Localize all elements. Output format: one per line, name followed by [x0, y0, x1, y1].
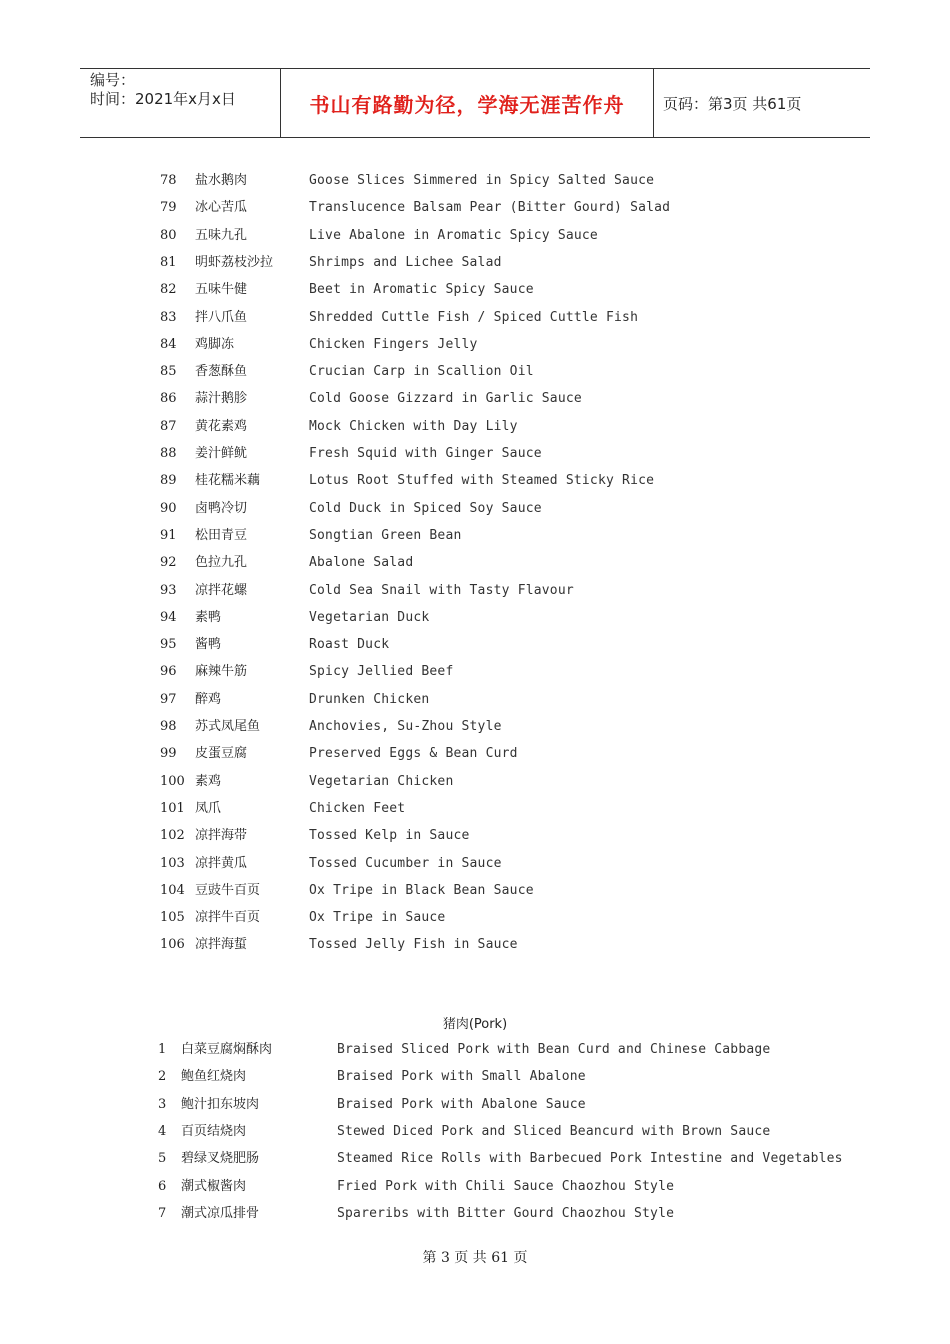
list-item	[158, 1149, 930, 1169]
item-chinese-name: 鲍汁扣东坡肉	[181, 1096, 260, 1112]
item-chinese-name: 桂花糯米藕	[195, 473, 261, 489]
item-number: 94	[160, 609, 177, 625]
item-chinese-name: 凉拌海蜇	[195, 937, 248, 953]
item-english-name: Spareribs with Bitter Gourd Chaozhou Style	[337, 1205, 675, 1221]
item-english-name: Anchovies, Su-Zhou Style	[309, 719, 502, 734]
list-item	[158, 1177, 930, 1197]
item-english-name: Chicken Feet	[309, 800, 406, 816]
list-item	[160, 417, 930, 437]
item-english-name: Braised Pork with Small Abalone	[337, 1069, 586, 1085]
item-number: 92	[160, 555, 177, 571]
item-number: 104	[160, 882, 185, 898]
list-item	[160, 908, 930, 928]
list-item	[160, 744, 930, 764]
item-english-name: Braised Sliced Pork with Bean Curd and Chinese Cabbage	[337, 1042, 771, 1057]
item-chinese-name: 鸡脚冻	[195, 336, 235, 352]
list-item	[160, 553, 930, 573]
item-chinese-name: 潮式凉瓜排骨	[181, 1205, 260, 1221]
item-chinese-name: 松田青豆	[195, 527, 248, 543]
item-number: 93	[160, 582, 177, 598]
item-english-name: Cold Sea Snail with Tasty Flavour	[309, 582, 574, 598]
item-english-name: Ox Tripe in Sauce	[309, 910, 446, 926]
number-label: 编号：	[90, 71, 136, 89]
item-number: 83	[160, 309, 177, 325]
list-item	[160, 635, 930, 655]
item-chinese-name: 香葱酥鱼	[195, 364, 248, 380]
item-number: 87	[160, 418, 177, 434]
item-chinese-name: 醉鸡	[195, 691, 222, 707]
item-english-name: Vegetarian Duck	[309, 609, 430, 625]
item-chinese-name: 五味九孔	[195, 227, 248, 243]
pork-section-title: 猪肉(Pork)	[442, 1017, 508, 1032]
item-number: 6	[158, 1178, 167, 1194]
item-number: 103	[160, 855, 185, 871]
item-english-name: Stewed Diced Pork and Sliced Beancurd with Brown Sauce	[337, 1123, 771, 1139]
item-number: 84	[160, 336, 177, 352]
item-number: 99	[160, 746, 177, 762]
list-item	[158, 1067, 930, 1087]
item-number: 1	[158, 1042, 167, 1057]
list-item	[160, 335, 930, 355]
list-item	[160, 690, 930, 710]
item-chinese-name: 麻辣牛筋	[195, 664, 248, 680]
item-chinese-name: 色拉九孔	[195, 555, 248, 571]
item-chinese-name: 凉拌黄瓜	[195, 855, 248, 871]
item-english-name: Vegetarian Chicken	[309, 773, 454, 789]
list-item	[160, 198, 930, 218]
item-number: 105	[160, 910, 185, 926]
item-number: 90	[160, 500, 177, 516]
item-english-name: Roast Duck	[309, 637, 390, 653]
item-chinese-name: 百页结烧肉	[181, 1123, 247, 1139]
list-item	[160, 526, 930, 546]
item-english-name: Lotus Root Stuffed with Steamed Sticky Rice	[309, 473, 655, 489]
list-item	[160, 253, 930, 273]
page-footer: 第 3 页 共 61 页	[422, 1250, 528, 1266]
item-english-name: Abalone Salad	[309, 555, 414, 571]
page-label: 页码：第3页 共61页	[663, 94, 802, 113]
item-english-name: Cold Goose Gizzard in Garlic Sauce	[309, 391, 582, 407]
item-chinese-name: 苏式凤尾鱼	[195, 719, 261, 734]
item-chinese-name: 凤爪	[195, 800, 222, 816]
item-chinese-name: 明虾荔枝沙拉	[195, 254, 274, 270]
item-number: 5	[158, 1151, 167, 1167]
list-item	[160, 854, 930, 874]
item-number: 91	[160, 527, 177, 543]
list-item	[160, 717, 930, 737]
item-chinese-name: 豆豉牛百页	[195, 882, 261, 898]
item-number: 2	[158, 1069, 167, 1085]
item-chinese-name: 卤鸭冷切	[195, 500, 248, 516]
item-number: 97	[160, 691, 177, 707]
item-chinese-name: 凉拌海带	[195, 828, 248, 844]
list-item	[160, 499, 930, 519]
list-item	[160, 881, 930, 901]
item-number: 96	[160, 664, 177, 680]
list-item	[160, 471, 930, 491]
item-chinese-name: 皮蛋豆腐	[195, 746, 248, 762]
item-english-name: Shrimps and Lichee Salad	[309, 254, 502, 270]
item-chinese-name: 素鸭	[195, 609, 222, 625]
item-chinese-name: 凉拌牛百页	[195, 910, 261, 926]
item-chinese-name: 蒜汁鹅胗	[195, 391, 248, 407]
item-english-name: Chicken Fingers Jelly	[309, 336, 478, 352]
item-chinese-name: 潮式椒酱肉	[181, 1178, 247, 1194]
list-item	[160, 772, 930, 792]
item-english-name: Cold Duck in Spiced Soy Sauce	[309, 500, 542, 516]
item-number: 7	[158, 1205, 167, 1221]
item-chinese-name: 凉拌花螺	[195, 582, 248, 598]
motto-text: 书山有路勤为径，学海无涯苦作舟	[309, 92, 625, 117]
header-page-cell	[654, 69, 870, 137]
item-number: 106	[160, 937, 185, 953]
item-english-name: Translucence Balsam Pear (Bitter Gourd) Salad	[309, 200, 671, 216]
item-chinese-name: 五味牛健	[195, 282, 248, 298]
item-number: 79	[160, 200, 177, 216]
list-item	[160, 581, 930, 601]
item-chinese-name: 酱鸭	[195, 637, 222, 653]
item-chinese-name: 姜汁鲜鱿	[195, 446, 248, 461]
item-number: 100	[160, 773, 185, 789]
item-number: 98	[160, 719, 177, 734]
list-item	[160, 389, 930, 409]
item-english-name: Fried Pork with Chili Sauce Chaozhou Style	[337, 1178, 675, 1194]
list-item	[160, 935, 930, 955]
item-number: 89	[160, 473, 177, 489]
item-english-name: Preserved Eggs & Bean Curd	[309, 746, 518, 762]
item-english-name: Tossed Kelp in Sauce	[309, 828, 470, 844]
item-number: 88	[160, 446, 177, 461]
header-meta	[80, 69, 281, 137]
list-item	[160, 308, 930, 328]
item-english-name: Steamed Rice Rolls with Barbecued Pork Intestine and Vegetables	[337, 1151, 843, 1167]
item-chinese-name: 素鸡	[195, 773, 222, 789]
time-label: 时间：2021年x月x日	[90, 90, 236, 108]
page-header	[80, 68, 870, 138]
item-number: 95	[160, 637, 177, 653]
item-english-name: Spicy Jellied Beef	[309, 664, 454, 680]
item-english-name: Goose Slices Simmered in Spicy Salted Sauce	[309, 173, 655, 188]
item-number: 3	[158, 1096, 167, 1112]
item-english-name: Mock Chicken with Day Lily	[309, 418, 518, 434]
item-number: 4	[158, 1123, 167, 1139]
item-chinese-name: 黄花素鸡	[195, 418, 248, 434]
item-chinese-name: 鲍鱼红烧肉	[181, 1069, 247, 1085]
list-item	[160, 280, 930, 300]
list-item	[158, 1122, 930, 1142]
item-english-name: Tossed Cucumber in Sauce	[309, 855, 502, 871]
list-item	[160, 799, 930, 819]
item-english-name: Crucian Carp in Scallion Oil	[309, 364, 534, 380]
item-english-name: Braised Pork with Abalone Sauce	[337, 1096, 586, 1112]
list-item	[158, 1204, 930, 1224]
item-chinese-name: 白菜豆腐焖酥肉	[181, 1042, 273, 1057]
item-number: 80	[160, 227, 177, 243]
item-english-name: Tossed Jelly Fish in Sauce	[309, 937, 518, 953]
item-number: 101	[160, 800, 185, 816]
list-item	[160, 444, 930, 464]
item-number: 102	[160, 828, 185, 844]
item-number: 81	[160, 254, 177, 270]
item-english-name: Fresh Squid with Ginger Sauce	[309, 446, 542, 461]
item-english-name: Ox Tripe in Black Bean Sauce	[309, 882, 534, 898]
list-item	[160, 226, 930, 246]
item-number: 85	[160, 364, 177, 380]
list-item	[160, 662, 930, 682]
item-english-name: Shredded Cuttle Fish / Spiced Cuttle Fish	[309, 309, 639, 325]
item-english-name: Songtian Green Bean	[309, 527, 462, 543]
header-motto-cell	[281, 69, 654, 137]
list-item	[160, 826, 930, 846]
item-chinese-name: 拌八爪鱼	[195, 309, 248, 325]
item-number: 78	[160, 173, 177, 188]
item-chinese-name: 冰心苦瓜	[195, 200, 248, 216]
item-english-name: Drunken Chicken	[309, 691, 430, 707]
list-item	[158, 1095, 930, 1115]
item-chinese-name: 盐水鹅肉	[195, 173, 248, 188]
item-number: 86	[160, 391, 177, 407]
list-item	[158, 1040, 930, 1060]
list-item	[160, 362, 930, 382]
item-chinese-name: 碧绿叉烧肥肠	[181, 1151, 260, 1167]
list-item	[160, 171, 930, 191]
item-english-name: Beet in Aromatic Spicy Sauce	[309, 282, 534, 298]
item-number: 82	[160, 282, 177, 298]
item-english-name: Live Abalone in Aromatic Spicy Sauce	[309, 227, 598, 243]
list-item	[160, 608, 930, 628]
